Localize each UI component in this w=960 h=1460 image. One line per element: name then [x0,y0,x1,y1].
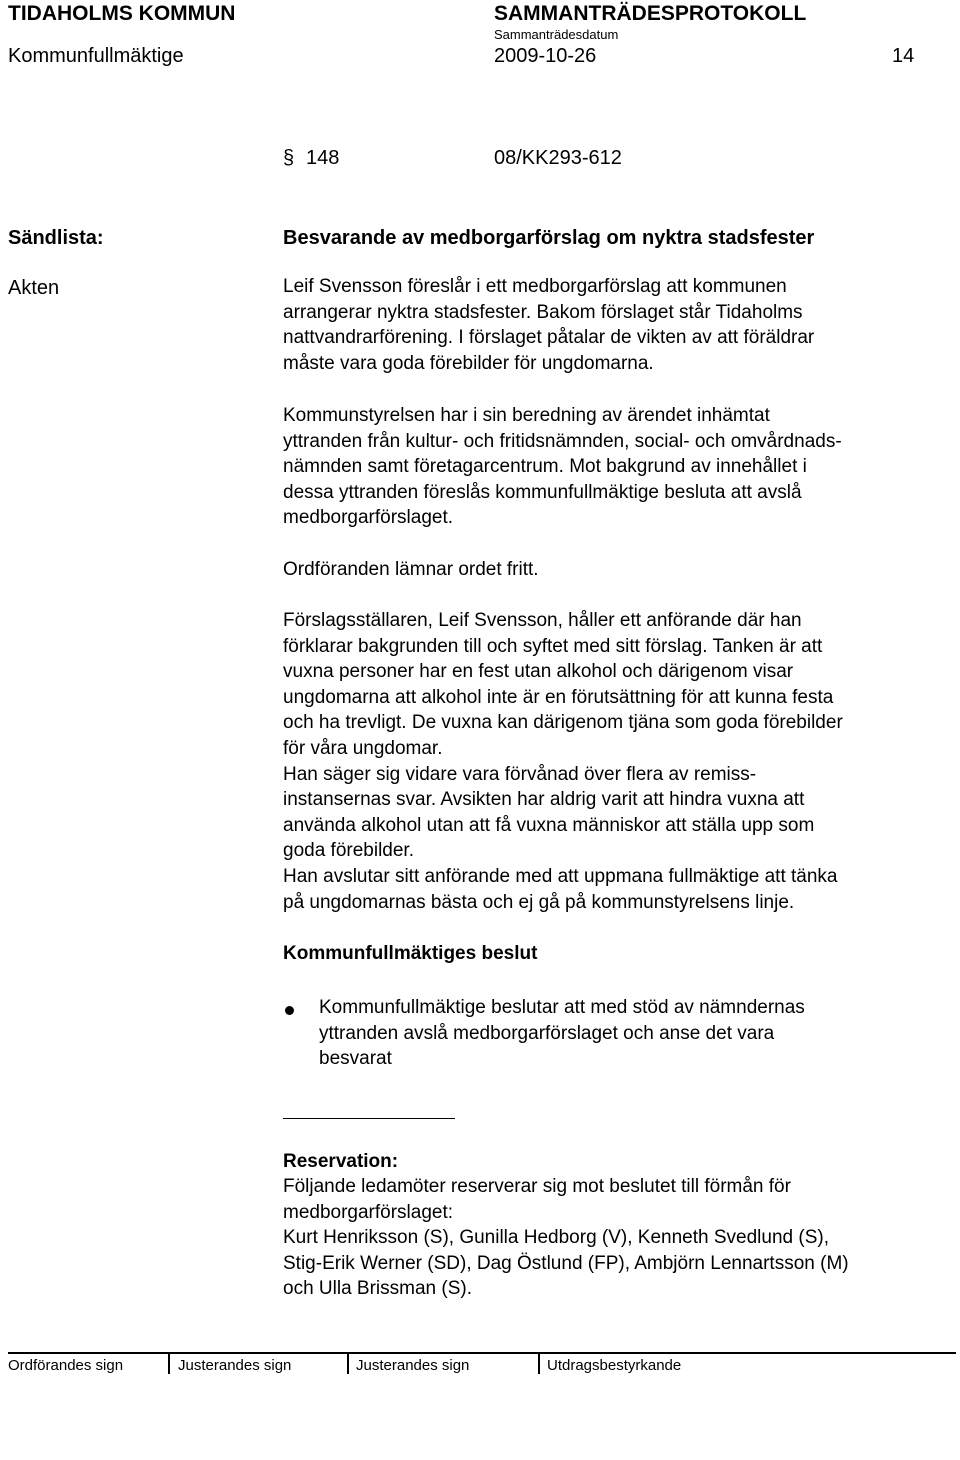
text-line: yttranden från kultur- och fritidsnämnden, social- och omvårdnads- [283,430,842,452]
footer-divider [538,1352,540,1374]
text-line: Leif Svensson föreslår i ett medborgarförslag att kommunen [283,276,787,297]
distribution-label: Sändlista: [8,227,104,249]
text-line: arrangerar nyktra stadsfester. Bakom förslaget står Tidaholms [283,301,803,323]
footer-adjuster-sign-1: Justerandes sign [178,1357,292,1374]
text-line: på ungdomarnas bästa och ej gå på kommunstyrelsens linje. [283,891,795,913]
reservation-heading: Reservation: [283,1151,399,1172]
text-line: medborgarförslaget. [283,507,454,529]
text-line: använda alkohol utan att få vuxna människor att ställa upp som [283,814,815,836]
text-line: yttranden avslå medborgarförslaget och anse det vara [319,1022,775,1044]
date-label: Sammanträdesdatum [494,27,619,42]
text-line: Han säger sig vidare vara förvånad över flera av remiss- [283,763,757,785]
decision-text [319,995,939,1072]
text-line: Kommunfullmäktige beslutar att med stöd av nämndernas [319,997,805,1018]
text-line: och ha trevligt. De vuxna kan därigenom tjäna som goda förebilder [283,712,843,734]
paragraph-proposal [283,274,953,376]
text-line: vuxna personer har en fest utan alkohol och därigenom visar [283,661,794,683]
text-line: Förslagsställaren, Leif Svensson, håller ett anförande där han [283,610,802,631]
meeting-date: 2009-10-26 [494,45,597,67]
text-line: Ordföranden lämnar ordet fritt. [283,559,539,580]
text-line: Stig-Erik Werner (SD), Dag Östlund (FP), Ambjörn Lennartsson (M) [283,1252,849,1274]
text-line: måste vara goda förebilder för ungdomarna. [283,352,654,374]
text-line: Kommunstyrelsen har i sin beredning av ärendet inhämtat [283,405,770,426]
signature-rule [283,1118,455,1119]
text-line: instansernas svar. Avsikten har aldrig varit att hindra vuxna att [283,789,805,811]
text-line: Han avslutar sitt anförande med att uppmana fullmäktige att tänka [283,865,838,887]
document-type: SAMMANTRÄDESPROTOKOLL [494,2,807,25]
decision-heading: Kommunfullmäktiges beslut [283,943,538,964]
section-mark: § [283,147,295,169]
distribution-recipient: Akten [8,277,60,299]
footer-divider [347,1352,349,1374]
text-line: besvarat [319,1048,392,1070]
footer-chair-sign: Ordförandes sign [8,1357,124,1374]
text-line: Följande ledamöter reserverar sig mot beslutet till förmån för [283,1176,791,1197]
text-line: goda förebilder. [283,840,414,862]
bullet-icon [285,1006,294,1015]
text-line: ungdomarna att alkohol inte är en förutsättning för att kunna festa [283,686,834,708]
paragraph-speech [283,608,953,915]
reservation-text [283,1174,953,1302]
organization-name: TIDAHOLMS KOMMUN [8,2,236,25]
text-line: nattvandrarförening. I förslaget påtalar de vikten av att föräldrar [283,327,815,349]
footer-divider [168,1352,170,1374]
paragraph-floor [283,557,953,583]
paragraph-preparation [283,403,953,531]
body-name: Kommunfullmäktige [8,45,184,67]
text-line: medborgarförslaget: [283,1201,454,1223]
section-number: 148 [306,147,340,169]
text-line: för våra ungdomar. [283,737,443,759]
footer-rule [8,1352,956,1354]
text-line: dessa yttranden föreslås kommunfullmäktige besluta att avslå [283,481,802,503]
footer-certifier: Utdragsbestyrkande [547,1357,682,1374]
footer-adjuster-sign-2: Justerandes sign [356,1357,470,1374]
text-line: nämnden samt företagarcentrum. Mot bakgrund av innehållet i [283,456,807,478]
case-number: 08/KK293-612 [494,147,622,169]
text-line: förklarar bakgrunden till och syftet med sitt förslag. Tanken är att [283,635,823,657]
text-line: Kurt Henriksson (S), Gunilla Hedborg (V), Kenneth Svedlund (S), [283,1227,829,1249]
item-heading: Besvarande av medborgarförslag om nyktra stadsfester [283,227,815,249]
text-line: och Ulla Brissman (S). [283,1278,472,1300]
page-number: 14 [892,45,915,67]
